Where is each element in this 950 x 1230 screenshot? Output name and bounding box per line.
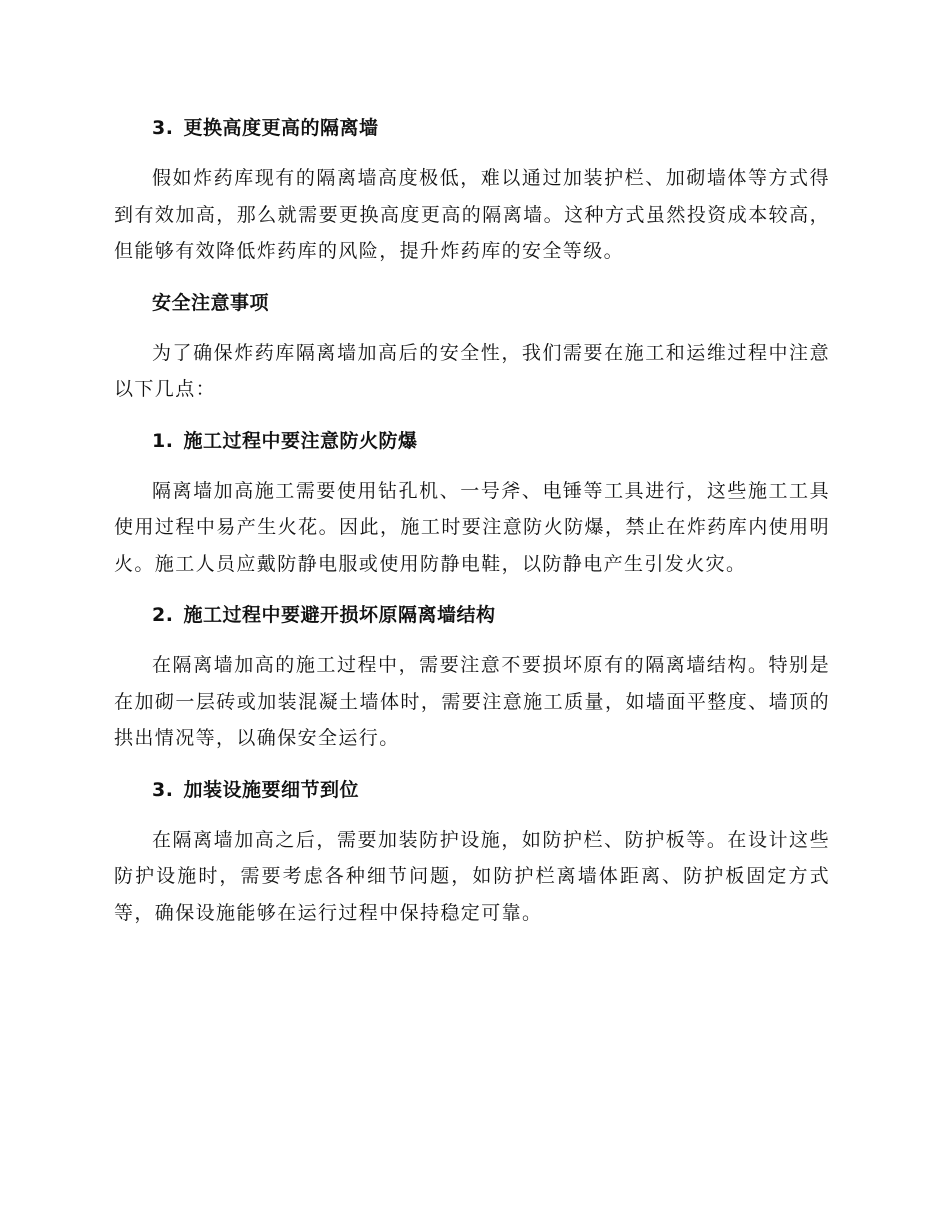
heading-number: 3. bbox=[152, 117, 174, 139]
section-heading-safety-notes bbox=[114, 285, 830, 321]
heading-number: 3. bbox=[152, 778, 174, 801]
paragraph-facility-details: 在隔离墙加高之后，需要加装防护设施，如防护栏、防护板等。在设计这些防护设施时，需要考虑各种细节问题，如防护栏离墙体距离、防护板固定方式等，确保设施能够在运行过程中保持稳定可靠。 bbox=[114, 828, 830, 924]
paragraph-replace-wall: 假如炸药库现有的隔离墙高度极低，难以通过加装护栏、加砌墙体等方式得到有效加高，那么就需要更换高度更高的隔离墙。这种方式虽然投资成本较高，但能够有效降低炸药库的风险，提升炸药库的安全等级。 bbox=[114, 167, 830, 262]
paragraph-protect-structure: 在隔离墙加高的施工过程中，需要注意不要损坏原有的隔离墙结构。特别是在加砌一层砖或加装混凝土墙体时，需要注意施工质量，如墙面平整度、墙顶的拱出情况等，以确保安全运行。 bbox=[114, 654, 830, 749]
heading-text: 施工过程中要注意防火防爆 bbox=[183, 429, 418, 452]
paragraph-safety-intro: 为了确保炸药库隔离墙加高后的安全性，我们需要在施工和运维过程中注意以下几点： bbox=[114, 341, 830, 400]
section-heading-protect-structure bbox=[114, 597, 830, 633]
heading-text: 加装设施要细节到位 bbox=[183, 778, 359, 801]
heading-number: 2. bbox=[152, 604, 174, 626]
section-heading-facility-details bbox=[114, 772, 830, 808]
paragraph-fire-prevention: 隔离墙加高施工需要使用钻孔机、一号斧、电锤等工具进行，这些施工工具使用过程中易产生火花。因此，施工时要注意防火防爆，禁止在炸药库内使用明火。施工人员应戴防静电服或使用防静电鞋，以防静电产生引发火灾。 bbox=[114, 479, 830, 575]
section-heading-replace-wall bbox=[114, 110, 830, 146]
heading-text: 施工过程中要避开损坏原隔离墙结构 bbox=[183, 604, 496, 626]
document-body bbox=[114, 110, 830, 931]
section-heading-fire-prevention bbox=[114, 423, 830, 459]
heading-number: 1. bbox=[152, 429, 174, 452]
heading-text: 安全注意事项 bbox=[152, 291, 270, 314]
heading-text: 更换高度更高的隔离墙 bbox=[183, 117, 379, 139]
